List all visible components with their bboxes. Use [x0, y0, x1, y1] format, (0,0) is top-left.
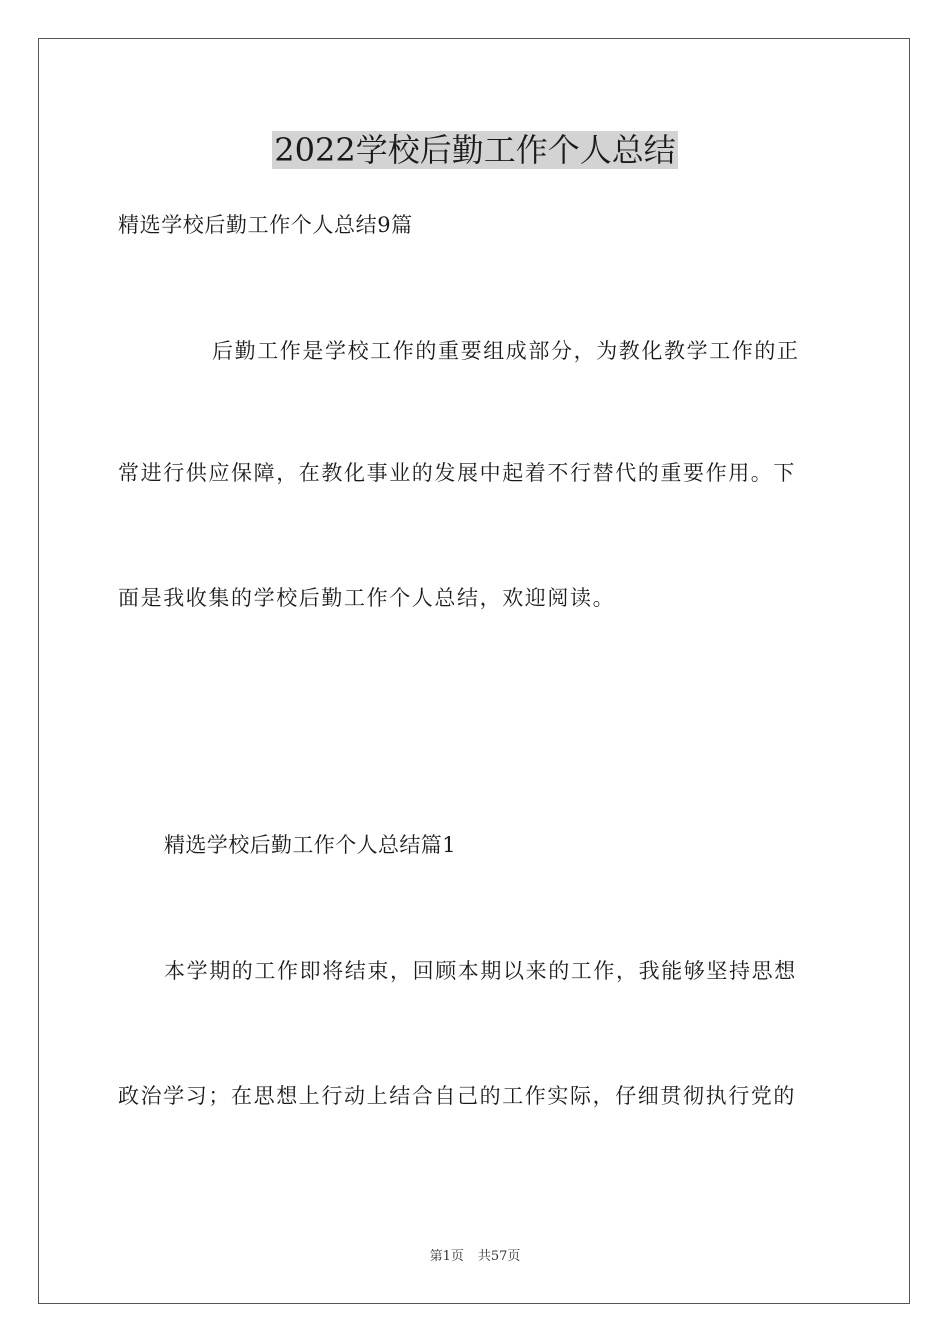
intro-paragraph-line: 常进行供应保障，在教化事业的发展中起着不行替代的重要作用。下	[118, 461, 796, 485]
section-heading: 精选学校后勤工作个人总结篇1	[164, 833, 456, 857]
section-paragraph-line: 本学期的工作即将结束，回顾本期以来的工作，我能够坚持思想	[164, 959, 797, 983]
intro-paragraph-line: 面是我收集的学校后勤工作个人总结，欢迎阅读。	[118, 586, 616, 610]
page-total: 共57页	[477, 1249, 521, 1264]
intro-paragraph-line: 后勤工作是学校工作的重要组成部分，为教化教学工作的正	[212, 339, 800, 363]
section-paragraph-line: 政治学习；在思想上行动上结合自己的工作实际，仔细贯彻执行党的	[118, 1084, 796, 1108]
document-title-text: 2022学校后勤工作个人总结	[274, 131, 676, 169]
page-number: 第1页	[429, 1249, 464, 1264]
page-footer	[0, 1248, 950, 1266]
document-subtitle: 精选学校后勤工作个人总结9篇	[118, 213, 413, 237]
document-title	[0, 128, 950, 172]
